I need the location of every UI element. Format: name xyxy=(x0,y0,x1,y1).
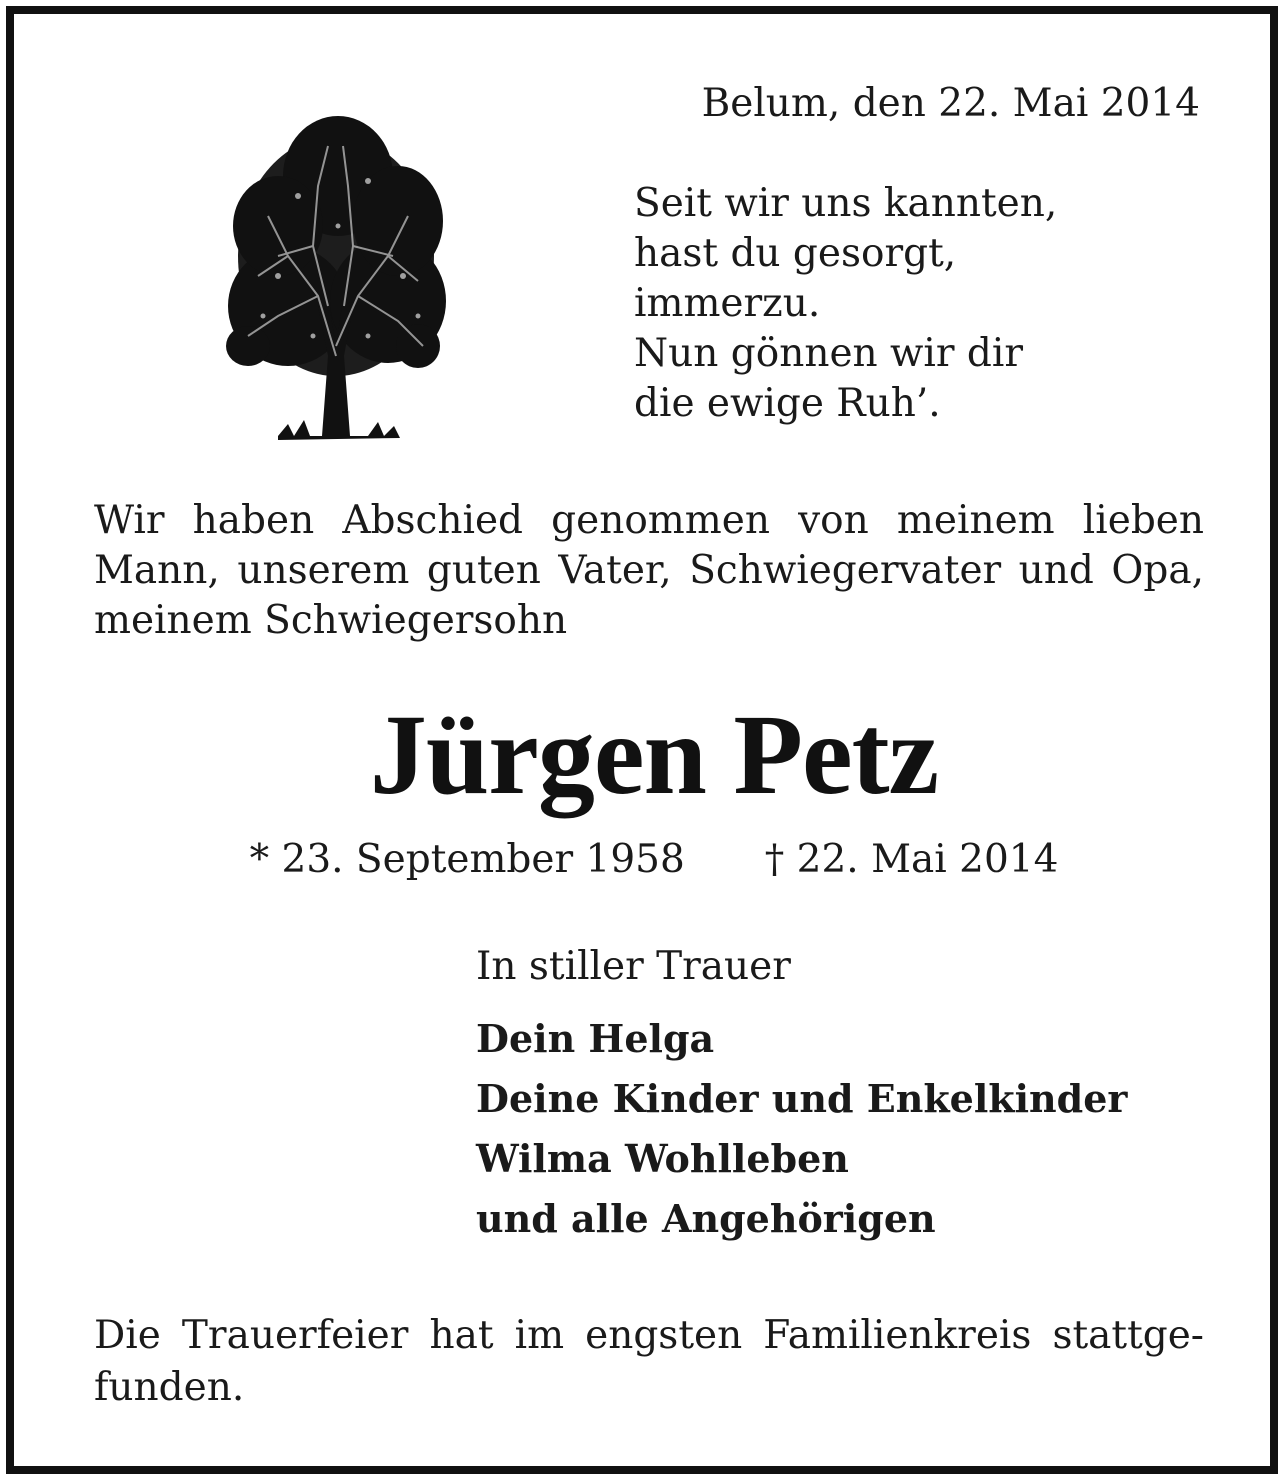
intro-line: meinem Schwiegersohn xyxy=(94,598,568,643)
poem-line: hast du gesorgt, xyxy=(634,231,957,276)
mourning-label: In stiller Trauer xyxy=(476,944,791,989)
poem-line: die ewige Ruh’. xyxy=(634,381,941,426)
footer-line: funden. xyxy=(94,1365,245,1410)
footer-line: Die Trauerfeier hat im engsten Familienkreis stattge- xyxy=(94,1313,1204,1358)
mourner: Wilma Wohlleben xyxy=(476,1136,849,1181)
mourner: und alle Angehörigen xyxy=(476,1196,936,1241)
obituary-notice xyxy=(6,6,1278,1474)
birth-date: * 23. September 1958 xyxy=(249,837,685,882)
life-dates xyxy=(14,832,1280,888)
funeral-note xyxy=(94,1310,1204,1414)
poem-line: Seit wir uns kannten, xyxy=(634,181,1058,226)
poem xyxy=(634,179,1057,429)
mourner: Deine Kinder und Enkelkinder xyxy=(476,1076,1128,1121)
intro-line: Wir haben Abschied genommen von meinem lieben xyxy=(94,498,1204,543)
tree-icon xyxy=(218,106,458,446)
intro-text xyxy=(94,496,1204,646)
poem-line: immerzu. xyxy=(634,281,821,326)
mourner: Dein Helga xyxy=(476,1016,715,1061)
place-date: Belum, den 22. Mai 2014 xyxy=(701,81,1200,126)
deceased-name: Jürgen Petz xyxy=(369,691,939,818)
poem-line: Nun gönnen wir dir xyxy=(634,331,1024,376)
death-date: † 22. Mai 2014 xyxy=(764,837,1059,882)
intro-line: Mann, unserem guten Vater, Schwiegervater und Opa, xyxy=(94,548,1204,593)
mourners-list xyxy=(476,1009,1127,1249)
